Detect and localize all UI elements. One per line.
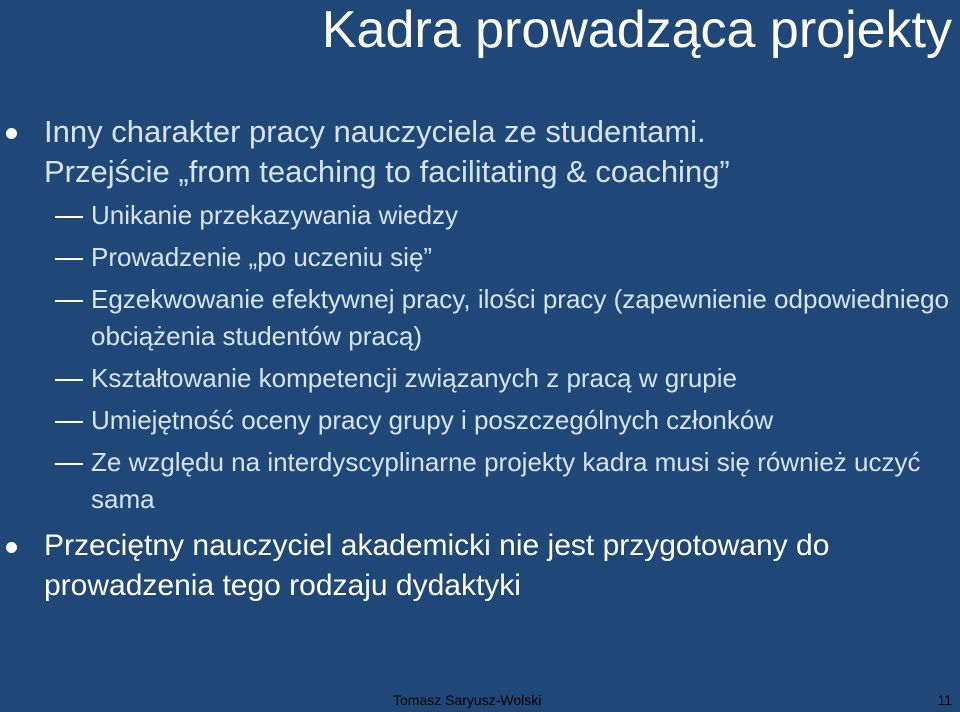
dash-icon bbox=[55, 379, 83, 381]
footer-author: Tomasz Saryusz-Wolski bbox=[393, 692, 542, 708]
sub-bullet-text: Prowadzenie „po uczeniu się” bbox=[91, 242, 433, 272]
sub-bullet-3 bbox=[0, 281, 960, 355]
dash-icon bbox=[55, 300, 83, 302]
bullet-1-line-1: Inny charakter pracy nauczyciela ze studentami. bbox=[44, 114, 706, 149]
dash-icon bbox=[55, 421, 83, 423]
sub-bullet-text: Umiejętność oceny pracy grupy i poszczególnych członków bbox=[91, 405, 774, 435]
dash-icon bbox=[55, 258, 83, 260]
sub-bullet-text: Ze względu na interdyscyplinarne projekty kadra musi się również uczyć sama bbox=[91, 447, 921, 514]
sub-bullet-4 bbox=[0, 360, 960, 397]
sub-bullet-5 bbox=[0, 402, 960, 439]
sub-bullet-6 bbox=[0, 444, 960, 518]
sub-bullet-text: Kształtowanie kompetencji związanych z pracą w grupie bbox=[91, 363, 737, 393]
dash-icon bbox=[55, 216, 83, 218]
sub-bullet-text: Egzekwowanie efektywnej pracy, ilości pracy (zapewnienie odpowiedniego obciążenia studentów pracą) bbox=[91, 284, 949, 351]
bullet-1-line-2: Przejście „from teaching to facilitating & coaching” bbox=[44, 154, 730, 189]
bullet-item-1 bbox=[0, 112, 960, 192]
sub-bullet-text: Unikanie przekazywania wiedzy bbox=[91, 200, 459, 230]
bullet-item-2 bbox=[0, 526, 960, 606]
bullet-dot-icon bbox=[6, 128, 17, 139]
sub-bullet-2 bbox=[0, 239, 960, 276]
sub-bullet-1 bbox=[0, 197, 960, 234]
bullet-dot-icon bbox=[6, 542, 17, 553]
slide-content bbox=[0, 112, 960, 606]
bullet-2-text: Przeciętny nauczyciel akademicki nie jest przygotowany do prowadzenia tego rodzaju dydaktyki bbox=[44, 529, 830, 602]
dash-icon bbox=[55, 463, 83, 465]
slide-page-number: 11 bbox=[937, 692, 952, 708]
slide-title: Kadra prowadząca projekty bbox=[321, 1, 952, 59]
